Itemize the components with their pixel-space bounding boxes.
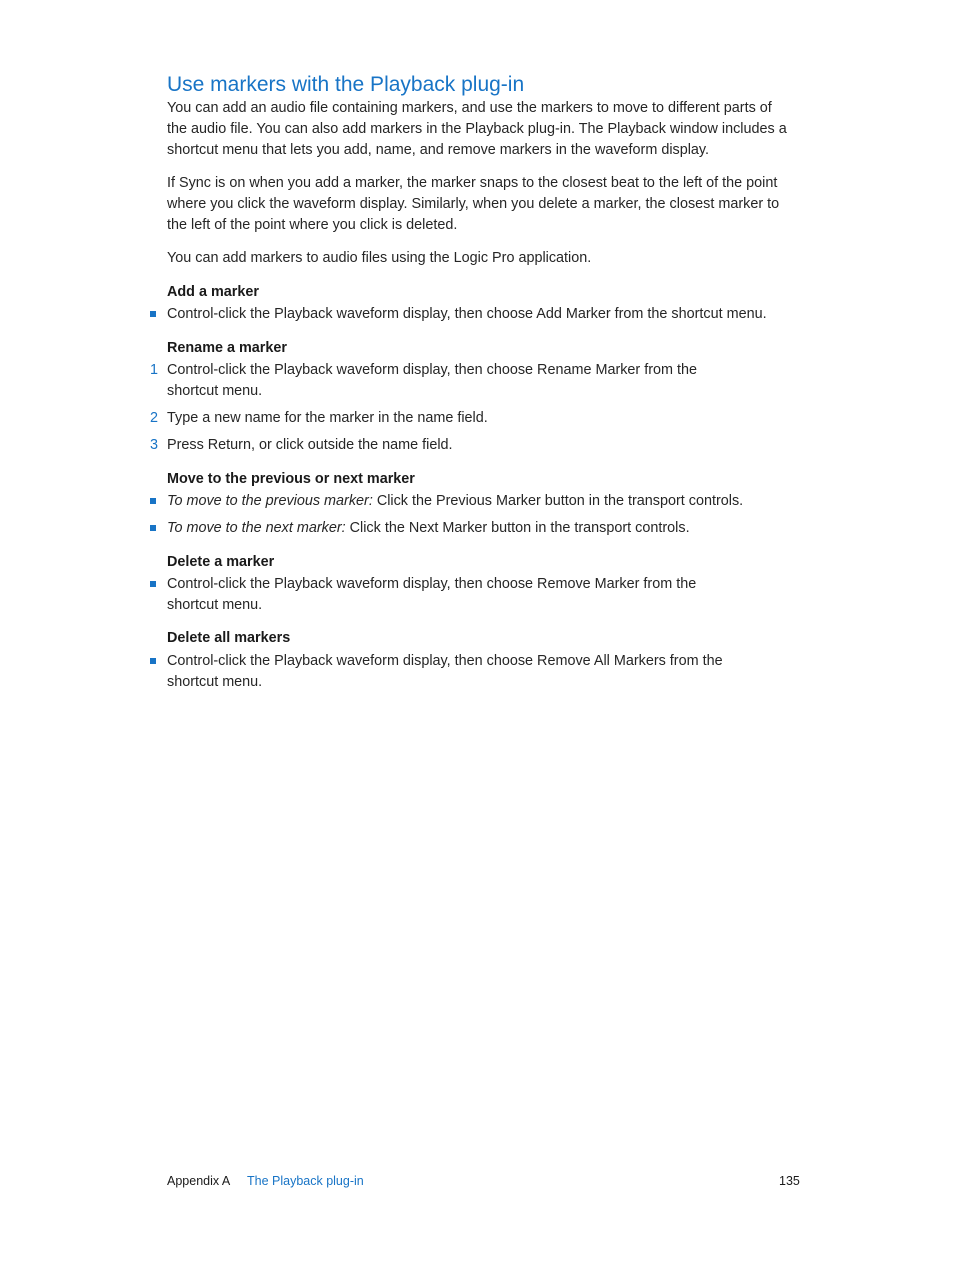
move-previous-lead: To move to the previous marker: (167, 493, 373, 509)
move-marker-heading: Move to the previous or next marker (167, 471, 415, 487)
move-next-item (167, 518, 807, 539)
footer-chapter-link[interactable]: The Playback plug-in (247, 1174, 364, 1188)
footer-appendix: Appendix A (167, 1174, 231, 1188)
step-number-3: 3 (150, 437, 159, 453)
intro-paragraph-1: You can add an audio file containing markers, and use the markers to move to different parts of the audio file. You can also add markers in the Playback plug-in. The Playback window includes a shortcut menu that lets you add, name, and remove markers in the waveform display. (167, 100, 787, 158)
bullet-icon (150, 311, 156, 317)
delete-all-item: Control-click the Playback waveform display, then choose Remove All Markers from the shortcut menu. (167, 653, 723, 690)
step-number-2: 2 (150, 410, 159, 426)
bullet-icon (150, 581, 156, 587)
rename-step-3: Press Return, or click outside the name field. (167, 437, 453, 453)
bullet-icon (150, 658, 156, 664)
delete-all-heading: Delete all markers (167, 630, 291, 646)
intro-paragraph-3: You can add markers to audio files using the Logic Pro application. (167, 250, 592, 266)
intro-paragraph-2: If Sync is on when you add a marker, the marker snaps to the closest beat to the left of the point where you click the waveform display. Similarly, when you delete a marker, the closest marker to the left of the point where you click is deleted. (167, 175, 780, 233)
rename-step-1: Control-click the Playback waveform display, then choose Rename Marker from the shortcut menu. (167, 362, 698, 399)
delete-marker-item: Control-click the Playback waveform display, then choose Remove Marker from the shortcut menu. (167, 576, 697, 613)
rename-marker-heading: Rename a marker (167, 340, 287, 356)
page-number: 135 (779, 1174, 800, 1188)
move-next-text: Click the Next Marker button in the transport controls. (345, 520, 690, 536)
bullet-icon (150, 525, 156, 531)
add-marker-item: Control-click the Playback waveform display, then choose Add Marker from the shortcut menu. (167, 306, 767, 322)
step-number-1: 1 (150, 362, 159, 378)
bullet-icon (150, 498, 156, 504)
move-previous-item (167, 491, 807, 512)
add-marker-heading: Add a marker (167, 284, 259, 300)
page-title: Use markers with the Playback plug-in (167, 73, 525, 96)
delete-marker-heading: Delete a marker (167, 554, 275, 570)
rename-step-2: Type a new name for the marker in the name field. (167, 410, 488, 426)
move-previous-text: Click the Previous Marker button in the transport controls. (372, 493, 744, 509)
move-next-lead: To move to the next marker: (167, 520, 346, 536)
